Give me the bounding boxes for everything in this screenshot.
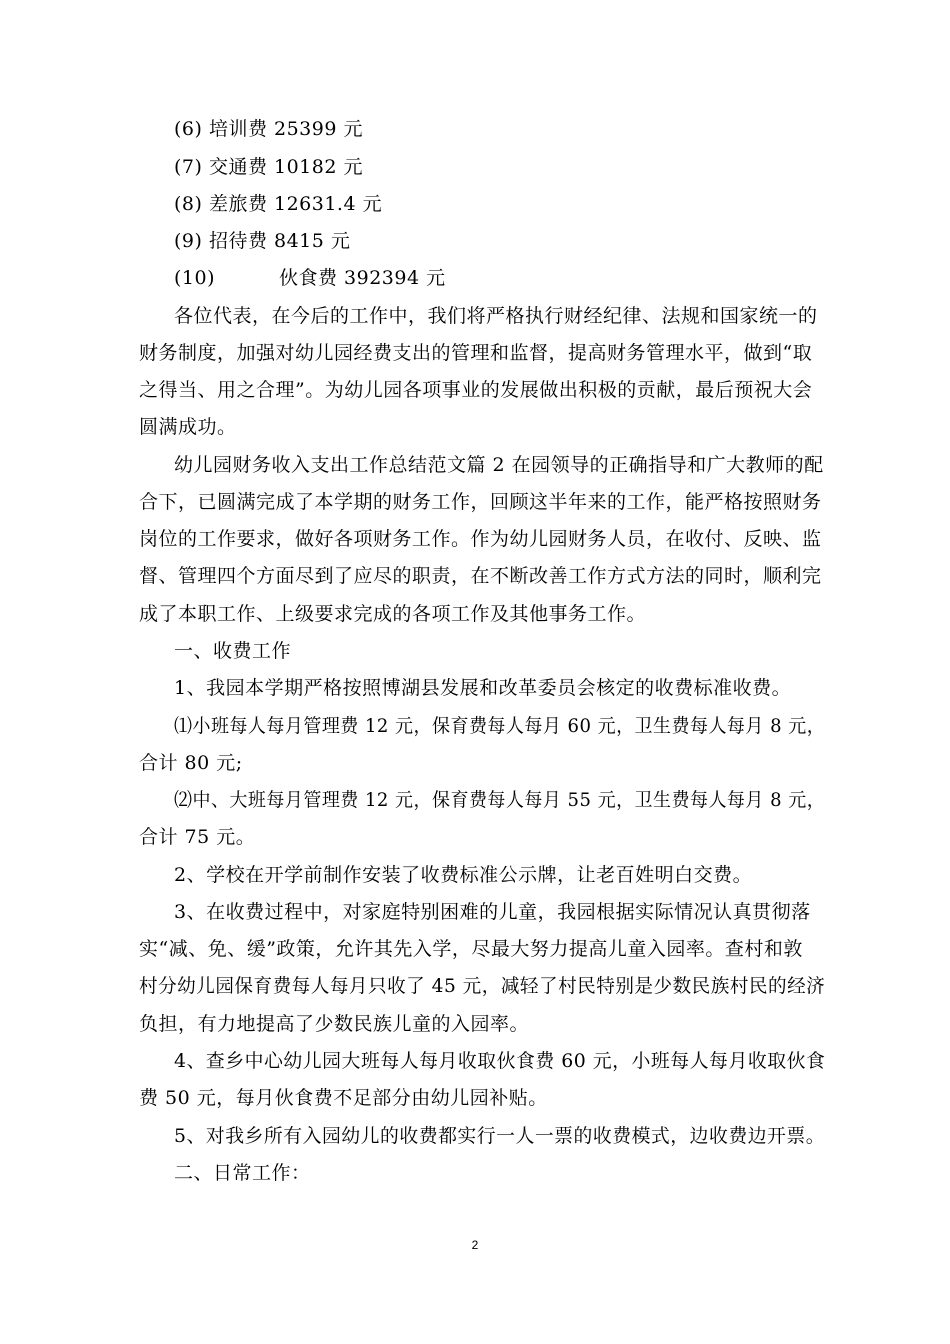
list-item: (9) 招待费 8415 元 (174, 230, 351, 252)
paragraph-line: 督、管理四个方面尽到了应尽的职责，在不断改善工作方式方法的同时，顺利完 (139, 565, 822, 587)
paragraph-line: 村分幼儿园保育费每人每月只收了 45 元，减轻了村民特别是少数民族村民的经济 (139, 975, 826, 997)
paragraph-line: 财务制度，加强对幼儿园经费支出的管理和监督，提高财务管理水平，做到“取 (139, 342, 813, 364)
paragraph-line: 岗位的工作要求，做好各项财务工作。作为幼儿园财务人员，在收付、反映、监 (139, 528, 822, 550)
paragraph-line: 合下，已圆满完成了本学期的财务工作，回顾这半年来的工作，能严格按照财务 (139, 491, 822, 513)
paragraph-line: ⑵中、大班每月管理费 12 元，保育费每人每月 55 元，卫生费每人每月 8 元， (174, 789, 826, 811)
paragraph-line: 负担，有力地提高了少数民族儿童的入园率。 (139, 1013, 530, 1035)
paragraph-line: 2、学校在开学前制作安装了收费标准公示牌，让老百姓明白交费。 (174, 864, 753, 886)
paragraph-line: 实“减、免、缓”政策，允许其先入学，尽最大努力提高儿童入园率。查村和敦 (139, 938, 803, 960)
paragraph-line: 合计 80 元; (139, 752, 243, 774)
paragraph-line: 4、查乡中心幼儿园大班每人每月收取伙食费 60 元，小班每人每月收取伙食 (174, 1050, 826, 1072)
paragraph-line: 5、对我乡所有入园幼儿的收费都实行一人一票的收费模式，边收费边开票。 (174, 1125, 826, 1147)
page-number: 2 (471, 1238, 479, 1252)
paragraph-line: 成了本职工作、上级要求完成的各项工作及其他事务工作。 (139, 603, 647, 625)
paragraph-line: 合计 75 元。 (139, 826, 256, 848)
paragraph-line: 各位代表，在今后的工作中，我们将严格执行财经纪律、法规和国家统一的 (174, 305, 818, 327)
paragraph-line: 之得当、用之合理”。为幼儿园各项事业的发展做出积极的贡献，最后预祝大会 (139, 379, 813, 401)
paragraph-line: 幼儿园财务收入支出工作总结范文篇 2 在园领导的正确指导和广大教师的配 (174, 454, 824, 476)
paragraph-line: ⑴小班每人每月管理费 12 元，保育费每人每月 60 元，卫生费每人每月 8 元， (174, 715, 826, 737)
paragraph-line: 费 50 元，每月伙食费不足部分由幼儿园补贴。 (139, 1087, 548, 1109)
paragraph-line: 圆满成功。 (139, 416, 237, 438)
list-item: (6) 培训费 25399 元 (174, 118, 363, 140)
list-item-number: (10) (174, 267, 216, 289)
list-item: (8) 差旅费 12631.4 元 (174, 193, 383, 215)
list-item: (7) 交通费 10182 元 (174, 156, 363, 178)
paragraph-line: 1、我园本学期严格按照博湖县发展和改革委员会核定的收费标准收费。 (174, 677, 792, 699)
section-heading: 二、日常工作： (174, 1162, 311, 1184)
paragraph-line: 3、在收费过程中，对家庭特别困难的儿童，我园根据实际情况认真贯彻落 (174, 901, 811, 923)
list-item-text: 伙食费 392394 元 (279, 267, 446, 289)
list-item (174, 266, 446, 290)
section-heading: 一、收费工作 (174, 640, 292, 662)
